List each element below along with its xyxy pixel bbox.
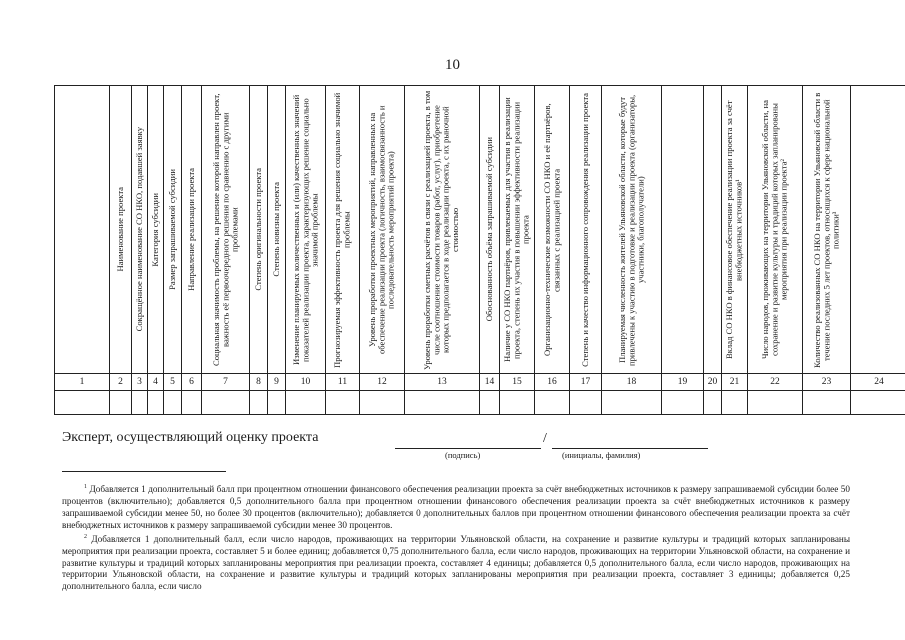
footnote-text: Добавляется 1 дополнительный балл, если число народов, проживающих на территории Ульяновской области, на сохранение и развитие культуры и традиций которых запланированы мероприятия при реализации проекта, составляет 5 и более единиц; добавляется 0,75 дополнительного балла, если число народов, проживающих на территории Ульяновской области, на сохранение и развитие культуры и традиций которых запланированы мероприятия при реализации проекта, составляет 4 единицы; добавляется 0,5 дополнительного балла, если число народов, проживающих на территории Ульяновской области, на сохранение и развитие культуры и традиций которых запланированы мероприятия при реализации проекта, составляет 3 единицы; добавляется 0,25 дополнительного балла, если число xyxy=(62,533,851,592)
column-number: 7 xyxy=(202,374,250,391)
column-header-2 xyxy=(110,86,132,374)
column-header-label: Наличие у СО НКО партнёров, привлекаемых для участия в реализации проекта, степень их участия в повышении эффективности реализации проекта xyxy=(502,97,531,362)
column-number: 10 xyxy=(286,374,326,391)
column-header-label: Уровень проработки проектных мероприятий, направленных на обеспечение реализации проекта (логичность, взаимосвязанность и последовательность мероприятий проекта) xyxy=(367,105,396,354)
column-number: 2 xyxy=(110,374,132,391)
column-header-label: Обоснованность объёма запрашиваемой субсидии xyxy=(483,137,494,322)
column-header-19 xyxy=(662,86,704,374)
footnote-mark: 2 xyxy=(84,533,87,540)
column-header-16 xyxy=(535,86,570,374)
signature-separator: / xyxy=(543,431,547,446)
entry-cell[interactable] xyxy=(268,391,286,415)
column-header-label: Степень и качество информационного сопровождения реализации проекта xyxy=(579,92,590,367)
entry-cell[interactable] xyxy=(803,391,851,415)
header-row xyxy=(55,86,905,374)
column-header-label: Степень новизны проекта xyxy=(270,182,281,277)
entry-cell[interactable] xyxy=(110,391,132,415)
column-number: 11 xyxy=(326,374,360,391)
column-header-11 xyxy=(326,86,360,374)
column-header-5 xyxy=(164,86,182,374)
column-header-21 xyxy=(722,86,748,374)
column-number: 16 xyxy=(535,374,570,391)
column-header-1 xyxy=(55,86,110,374)
column-header-3 xyxy=(132,86,148,374)
column-number: 14 xyxy=(480,374,500,391)
footnote-2 xyxy=(62,532,850,594)
column-number: 3 xyxy=(132,374,148,391)
entry-cell[interactable] xyxy=(132,391,148,415)
entry-cell[interactable] xyxy=(326,391,360,415)
entry-cell[interactable] xyxy=(602,391,662,415)
column-number: 12 xyxy=(360,374,405,391)
column-header-17 xyxy=(570,86,602,374)
signature-caption: (подпись) xyxy=(445,450,481,460)
column-number: 6 xyxy=(182,374,202,391)
column-number: 13 xyxy=(405,374,480,391)
column-header-8 xyxy=(250,86,268,374)
column-header-label: Категория субсидии xyxy=(149,192,160,267)
column-header-6 xyxy=(182,86,202,374)
entry-cell[interactable] xyxy=(182,391,202,415)
entry-cell[interactable] xyxy=(748,391,803,415)
column-number: 17 xyxy=(570,374,602,391)
column-header-label: Степень оригинальности проекта xyxy=(252,168,263,291)
column-header-label: Направление реализации проекта xyxy=(185,168,196,291)
column-header-label: Размер запрашиваемой субсидии xyxy=(166,169,177,290)
column-number-row xyxy=(55,374,905,391)
evaluation-table xyxy=(54,85,905,415)
column-header-18 xyxy=(602,86,662,374)
column-number: 24 xyxy=(851,374,905,391)
column-number: 22 xyxy=(748,374,803,391)
column-header-15 xyxy=(500,86,535,374)
entry-cell[interactable] xyxy=(570,391,602,415)
column-header-label: Сокращённое наименование СО НКО, подавшей заявку xyxy=(133,127,144,332)
column-number: 20 xyxy=(704,374,722,391)
entry-cell[interactable] xyxy=(722,391,748,415)
column-header-24 xyxy=(851,86,905,374)
name-line[interactable] xyxy=(552,448,708,449)
entry-cell[interactable] xyxy=(360,391,405,415)
footnote-mark: 1 xyxy=(84,484,87,490)
column-number: 19 xyxy=(662,374,704,391)
entry-cell[interactable] xyxy=(55,391,110,415)
column-header-label: Количество реализованных СО НКО на территории Ульяновской области в течение последних 5 лет проектов, относящихся к сфере национальной политики³ xyxy=(811,91,841,368)
expert-label: Эксперт, осуществляющий оценку проекта xyxy=(62,430,319,445)
entry-cell[interactable] xyxy=(286,391,326,415)
footnote-text: Добавляется 1 дополнительный балл при процентном отношении финансового обеспечения реализации проекта за счёт внебюджетных источников к размеру запрашиваемой субсидии более 50 процентов (включительно); добавляется 0,5 дополнительного балла при процентном отношении финансового обеспечения реализации проекта за счёт внебюджетных источников к размеру запрашиваемой субсидии менее 50, но более 30 процентов (включительно); добавляется 0 дополнительных баллов при процентном отношении финансового обеспечения реализации проекта за счёт внебюджетных источников к размеру запрашиваемой субсидии менее 30 процентов. xyxy=(62,484,850,530)
column-number: 1 xyxy=(55,374,110,391)
name-caption: (инициалы, фамилия) xyxy=(562,450,641,460)
column-header-label: Социальная значимость проблемы, на решение которой направлен проект, важность её первоочередного решения по сравнению с другими проблемами xyxy=(210,93,240,366)
column-header-label: Число народов, проживающих на территории Ульяновской области, на сохранение и развитие культуры и традиций которых запланированы мероприятия при реализации проекта² xyxy=(760,100,789,359)
column-header-12 xyxy=(360,86,405,374)
blank-entry-row xyxy=(55,391,905,415)
entry-cell[interactable] xyxy=(250,391,268,415)
footnote-1 xyxy=(62,482,850,532)
column-header-label: Изменение планируемых количественных и (или) качественных значений показателей реализации проекта, характеризующих решение социально значимой проблемы xyxy=(290,94,320,365)
footnote-divider xyxy=(62,471,226,472)
entry-cell[interactable] xyxy=(480,391,500,415)
entry-cell[interactable] xyxy=(202,391,250,415)
column-header-label: Прогнозируемая эффективность проекта для решения социально значимой проблемы xyxy=(332,91,352,368)
column-header-label: Наименование проекта xyxy=(114,187,125,272)
entry-cell[interactable] xyxy=(535,391,570,415)
column-header-20 xyxy=(704,86,722,374)
column-number: 5 xyxy=(164,374,182,391)
column-number: 8 xyxy=(250,374,268,391)
column-number: 4 xyxy=(148,374,164,391)
column-number: 18 xyxy=(602,374,662,391)
footnotes xyxy=(62,482,850,593)
entry-cell[interactable] xyxy=(148,391,164,415)
column-header-22 xyxy=(748,86,803,374)
column-header-label: Уровень проработки сметных расчётов в связи с реализацией проекта, в том числе соотношение стоимости товаров (работ, услуг), приобретение которых предполагается в ходе реализации проекта, с их рыночной стоимостью xyxy=(422,89,461,370)
column-header-10 xyxy=(286,86,326,374)
column-header-label: Планируемая численность жителей Ульяновской области, которые будут привлечены к участию в подготовке и реализации проекта (организаторы, участники, благополучатели) xyxy=(616,93,646,366)
column-number: 9 xyxy=(268,374,286,391)
entry-cell[interactable] xyxy=(851,391,905,415)
column-header-label: Организационно-технические возможности СО НКО и её партнёров, связанных с реализацией проекта xyxy=(541,103,561,356)
entry-cell[interactable] xyxy=(500,391,535,415)
page-number: 10 xyxy=(445,57,460,73)
entry-cell[interactable] xyxy=(704,391,722,415)
column-header-label: Вклад СО НКО в финансовое обеспечение реализации проекта за счёт внебюджетных источников¹ xyxy=(724,100,744,359)
column-header-14 xyxy=(480,86,500,374)
column-header-4 xyxy=(148,86,164,374)
entry-cell[interactable] xyxy=(405,391,480,415)
entry-cell[interactable] xyxy=(164,391,182,415)
entry-cell[interactable] xyxy=(662,391,704,415)
signature-line[interactable] xyxy=(395,448,541,449)
column-header-23 xyxy=(803,86,851,374)
column-number: 21 xyxy=(722,374,748,391)
column-number: 15 xyxy=(500,374,535,391)
column-header-9 xyxy=(268,86,286,374)
column-header-13 xyxy=(405,86,480,374)
column-header-7 xyxy=(202,86,250,374)
column-number: 23 xyxy=(803,374,851,391)
